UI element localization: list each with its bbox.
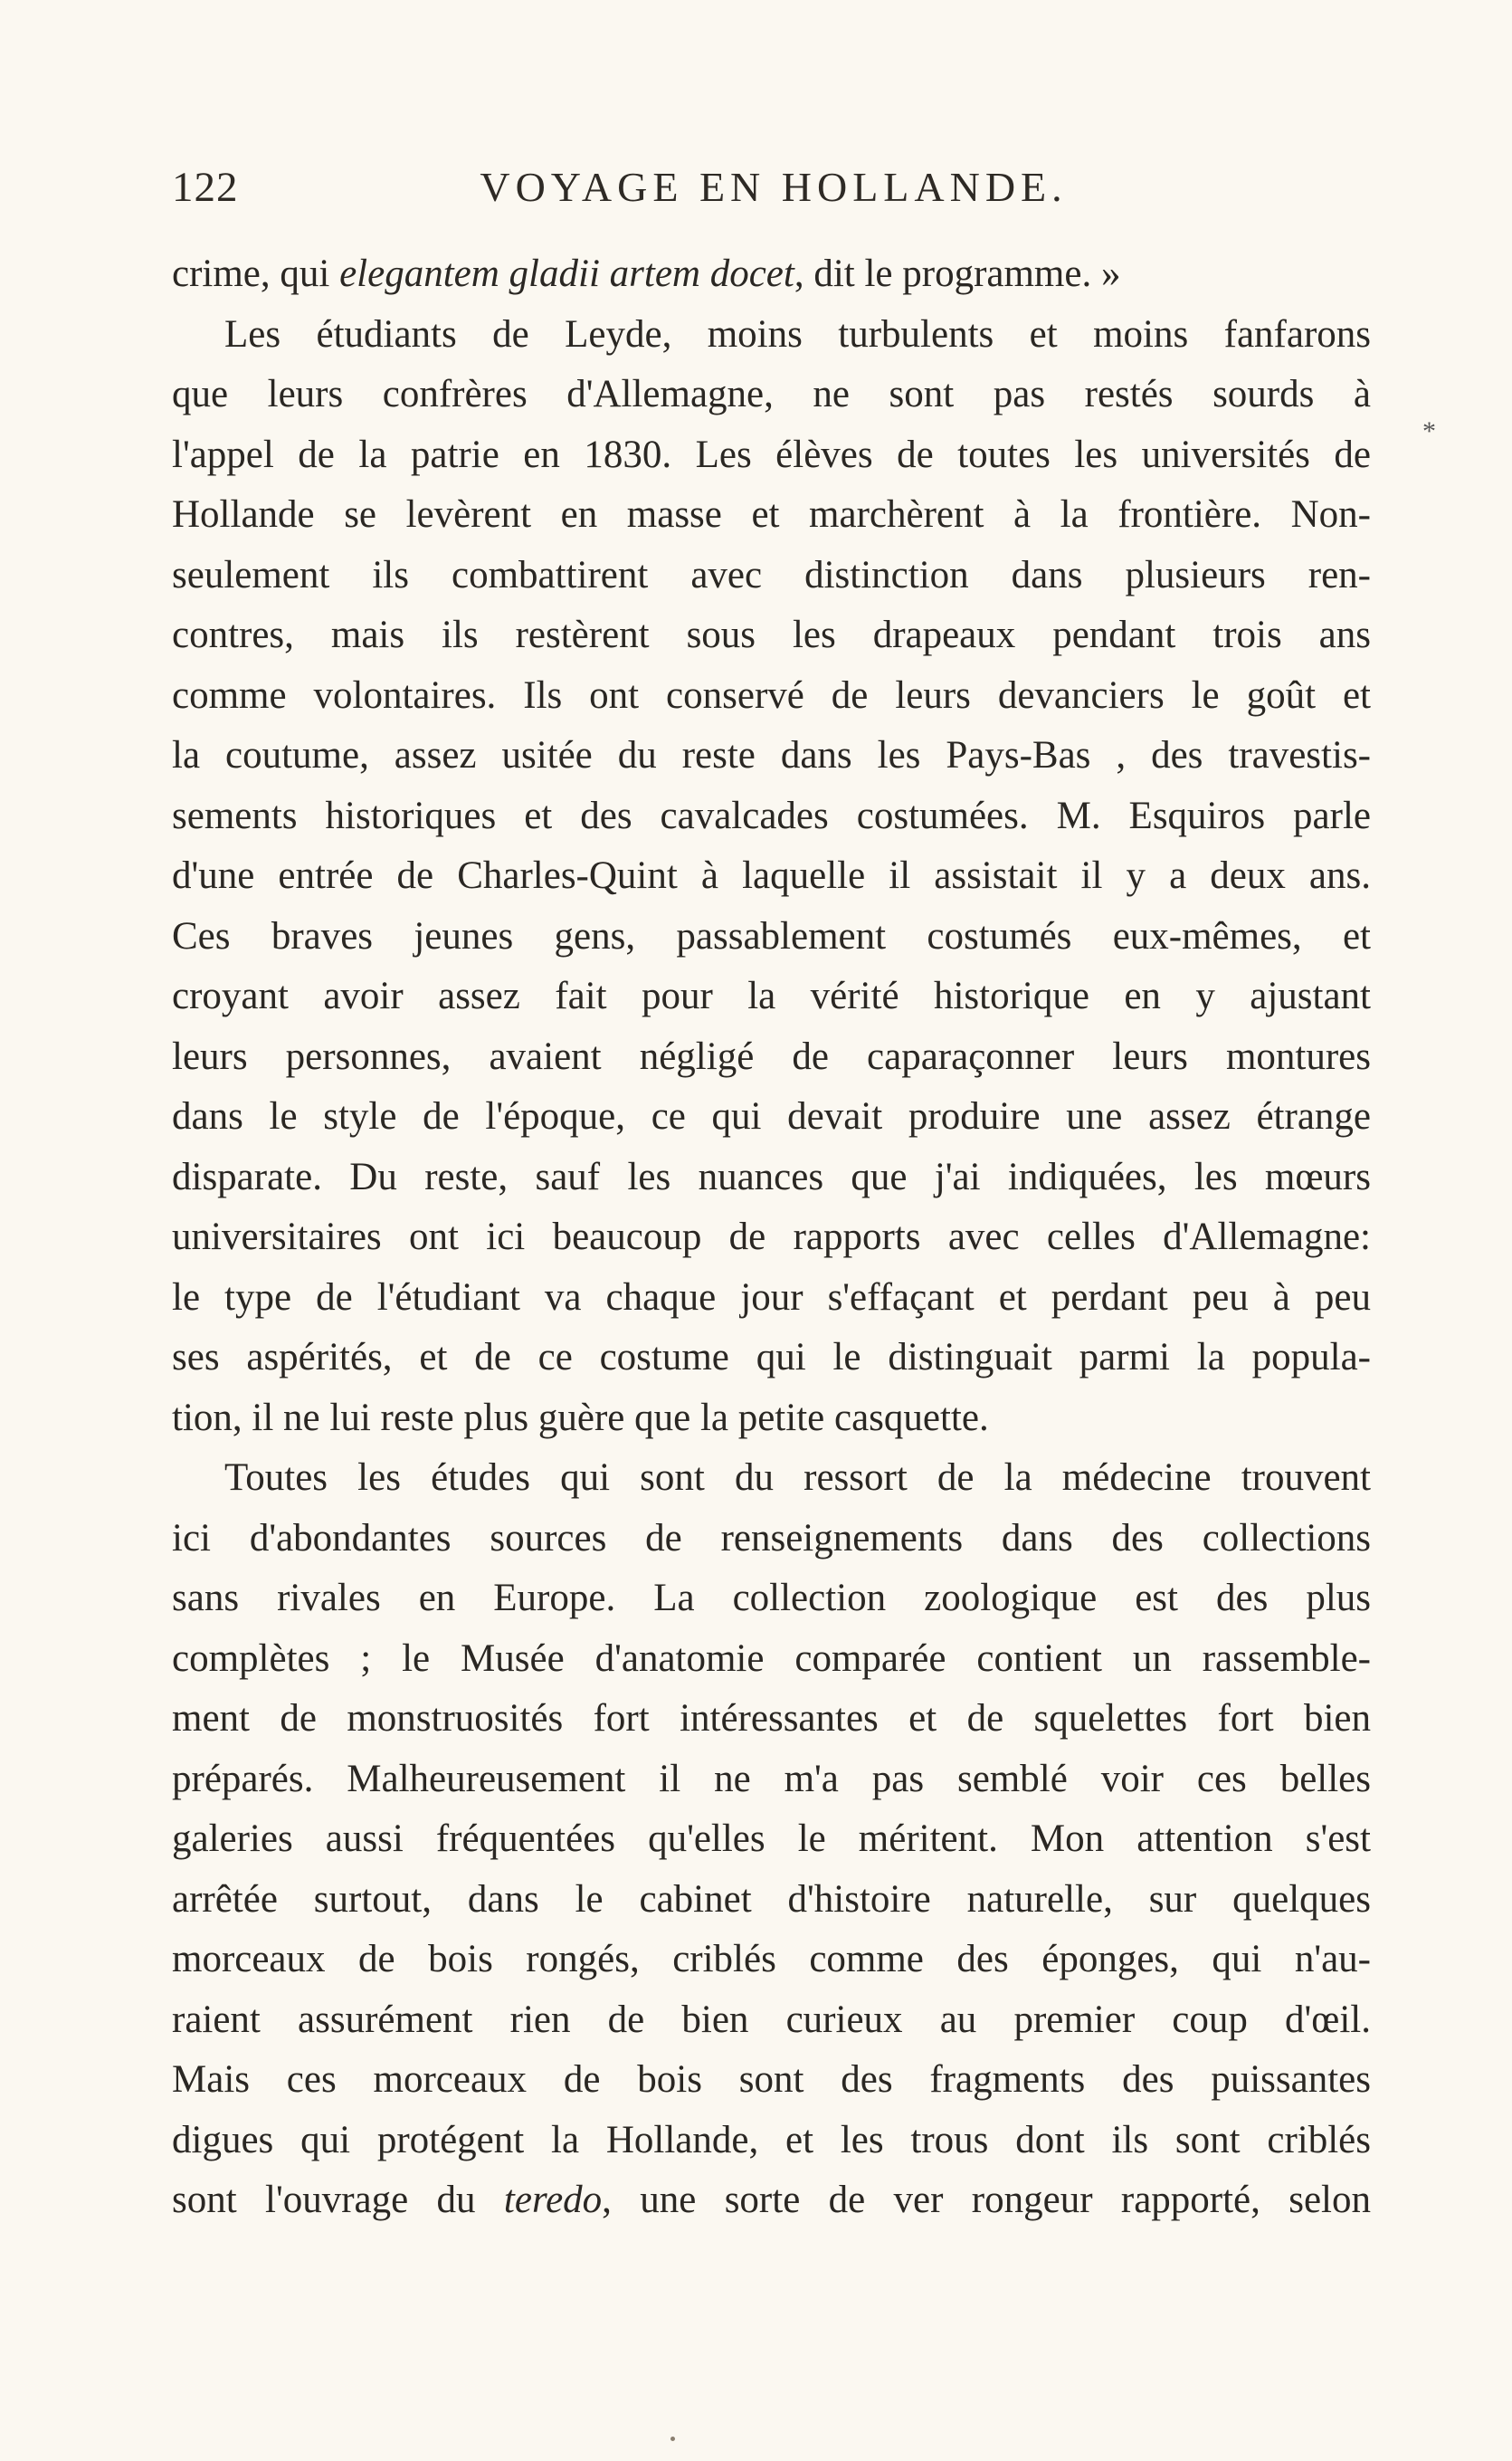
text-line: contres, mais ils restèrent sous les drapeaux pendant trois ans <box>172 614 1371 656</box>
text-line: tion, il ne lui reste plus guère que la petite casquette. <box>172 1396 989 1439</box>
text-line: que leurs confrères d'Allemagne, ne sont pas restés sourds à <box>172 373 1371 415</box>
text-line: raient assurément rien de bien curieux au premier coup d'œil. <box>172 1998 1371 2041</box>
text-line: crime, qui elegantem gladii artem docet, dit le programme. » <box>172 253 1121 295</box>
text-line: le type de l'étudiant va chaque jour s'effaçant et perdant peu à peu <box>172 1275 1371 1319</box>
text-line: complètes ; le Musée d'anatomie comparée contient un rassemble- <box>172 1636 1371 1680</box>
text-line: Mais ces morceaux de bois sont des fragments des puissantes <box>172 2058 1371 2101</box>
page-header <box>172 163 1375 226</box>
text-line: ici d'abondantes sources de renseignements dans des collections <box>172 1516 1371 1560</box>
body-text <box>172 244 1371 2231</box>
text-line: d'une entrée de Charles-Quint à laquelle il assistait il y a deux ans. <box>172 854 1371 897</box>
text-line: morceaux de bois rongés, criblés comme des éponges, qui n'au- <box>172 1938 1371 1980</box>
text-line: galeries aussi fréquentées qu'elles le méritent. Mon attention s'est <box>172 1817 1371 1860</box>
ink-speck <box>670 2437 675 2441</box>
running-title: VOYAGE EN HOLLANDE. <box>480 164 1068 210</box>
text-line: sont l'ouvrage du teredo, une sorte de ver rongeur rapporté, selon <box>172 2179 1371 2221</box>
text-line: Toutes les études qui sont du ressort de la médecine trouvent <box>224 1456 1371 1499</box>
text-line: seulement ils combattirent avec distinction dans plusieurs ren- <box>172 553 1371 596</box>
text-line: leurs personnes, avaient négligé de caparaçonner leurs montures <box>172 1035 1371 1078</box>
text-line: Ces braves jeunes gens, passablement costumés eux-mêmes, et <box>172 914 1371 958</box>
text-line: comme volontaires. Ils ont conservé de leurs devanciers le goût et <box>172 673 1371 717</box>
text-line: sements historiques et des cavalcades costumées. M. Esquiros parle <box>172 794 1371 837</box>
text-line: Les étudiants de Leyde, moins turbulents et moins fanfarons <box>224 312 1371 356</box>
text-line: universitaires ont ici beaucoup de rapports avec celles d'Allemagne: <box>172 1216 1371 1258</box>
text-line: préparés. Malheureusement il ne m'a pas semblé voir ces belles <box>172 1757 1371 1800</box>
text-line: sans rivales en Europe. La collection zoologique est des plus <box>172 1577 1371 1619</box>
text-line: ses aspérités, et de ce costume qui le distinguait parmi la popula- <box>172 1336 1371 1378</box>
text-line: Hollande se levèrent en masse et marchèrent à la frontière. Non- <box>172 493 1371 536</box>
text-line: ment de monstruosités fort intéressantes et de squelettes fort bien <box>172 1697 1371 1740</box>
text-line: la coutume, assez usitée du reste dans les Pays-Bas , des travestis- <box>172 734 1371 777</box>
text-line: l'appel de la patrie en 1830. Les élèves de toutes les universités de <box>172 433 1371 476</box>
text-line: dans le style de l'époque, ce qui devait produire une assez étrange <box>172 1095 1371 1138</box>
page-number: 122 <box>172 164 239 211</box>
margin-mark: * <box>1422 416 1436 446</box>
text-line: arrêtée surtout, dans le cabinet d'histoire naturelle, sur quelques <box>172 1877 1371 1921</box>
text-line: digues qui protégent la Hollande, et les trous dont ils sont criblés <box>172 2118 1371 2161</box>
text-line: croyant avoir assez fait pour la vérité historique en y ajustant <box>172 975 1371 1017</box>
text-line: disparate. Du reste, sauf les nuances que j'ai indiquées, les mœurs <box>172 1155 1371 1198</box>
